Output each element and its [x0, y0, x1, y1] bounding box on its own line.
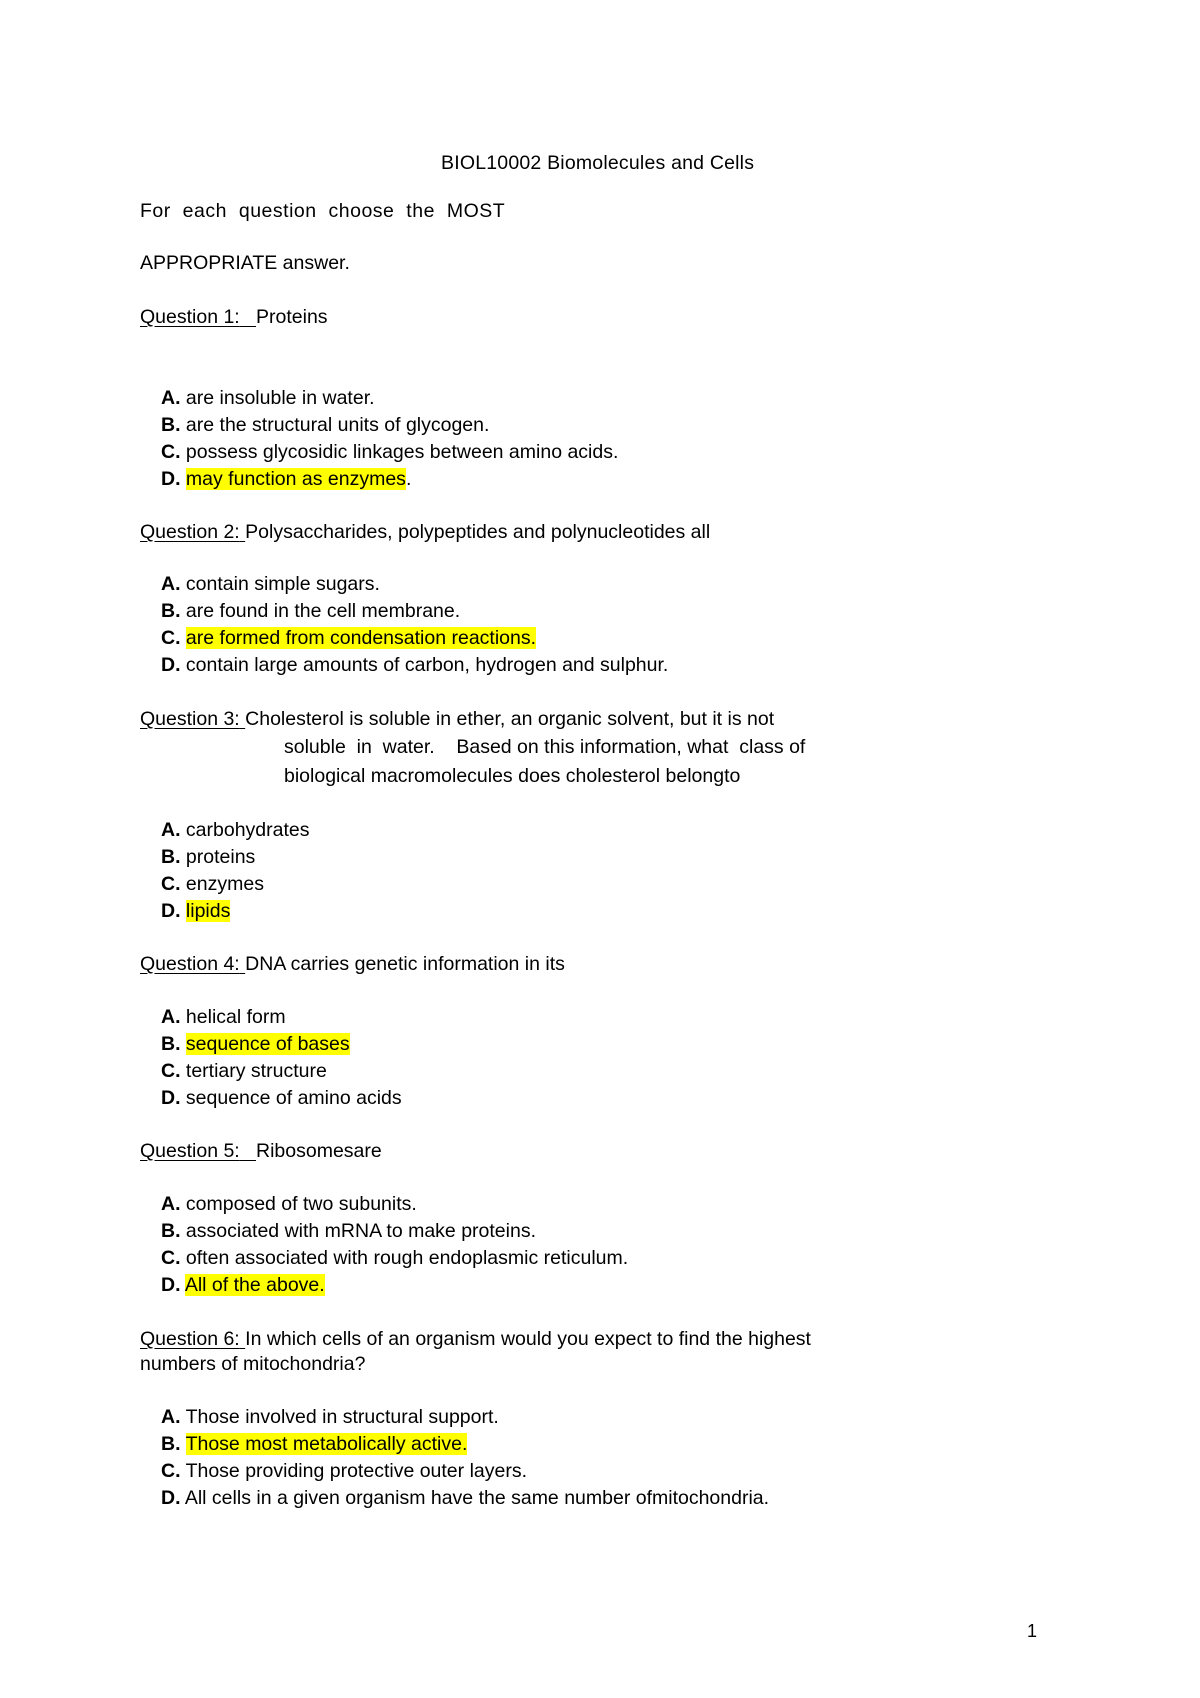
- instructions-line-2: APPROPRIATE answer.: [140, 252, 350, 274]
- question-6-option-d: D. All cells in a given organism have the same number ofmitochondria.: [161, 1487, 770, 1509]
- question-6-option-a: A. Those involved in structural support.: [161, 1406, 499, 1428]
- document-title: BIOL10002 Biomolecules and Cells: [441, 152, 755, 174]
- question-5-option-d: D. All of the above.: [161, 1274, 325, 1296]
- question-label: Question 2:: [140, 521, 240, 543]
- question-text: DNA carries genetic information in its: [245, 953, 565, 975]
- question-4-option-a: A. helical form: [161, 1006, 286, 1028]
- question-text: In which cells of an organism would you expect to find the highest: [245, 1328, 811, 1350]
- question-6-heading: [140, 1326, 811, 1352]
- question-4-option-d: D. sequence of amino acids: [161, 1087, 402, 1109]
- question-3-option-a: A. carbohydrates: [161, 819, 310, 841]
- question-label: Question 5:: [140, 1140, 240, 1162]
- question-5-option-b: B. associated with mRNA to make proteins.: [161, 1220, 536, 1242]
- question-6-option-b: B. Those most metabolically active.: [161, 1433, 468, 1455]
- question-3-option-d: D. lipids: [161, 900, 231, 922]
- question-1-option-d: D. may function as enzymes.: [161, 468, 412, 490]
- question-text: Cholesterol is soluble in ether, an organic solvent, but it is not: [245, 708, 775, 730]
- question-3-option-c: C. enzymes: [161, 873, 264, 895]
- question-3-option-b: B. proteins: [161, 846, 256, 868]
- highlighted-answer: are formed from condensation reactions.: [185, 627, 537, 649]
- question-2-option-a: A. contain simple sugars.: [161, 573, 380, 595]
- question-1-option-c: C. possess glycosidic linkages between amino acids.: [161, 441, 619, 463]
- question-6-option-c: C. Those providing protective outer layers.: [161, 1460, 527, 1482]
- question-label: Question 1:: [140, 306, 240, 328]
- question-2-heading: [140, 519, 710, 545]
- question-3-text-line-2: soluble in water. Based on this information, what class of: [284, 736, 806, 758]
- question-1-heading: [140, 304, 328, 330]
- highlighted-answer: lipids: [185, 900, 231, 922]
- question-3-text-line-3: biological macromolecules does cholesterol belongto: [284, 765, 741, 787]
- question-4-option-b: B. sequence of bases: [161, 1033, 350, 1055]
- question-text: Ribosomesare: [256, 1140, 382, 1162]
- question-2-option-c: C. are formed from condensation reactions.: [161, 627, 537, 649]
- question-2-option-d: D. contain large amounts of carbon, hydrogen and sulphur.: [161, 654, 669, 676]
- question-2-option-b: B. are found in the cell membrane.: [161, 600, 461, 622]
- question-label: Question 3:: [140, 708, 240, 730]
- question-1-option-a: A. are insoluble in water.: [161, 387, 375, 409]
- question-5-option-c: C. often associated with rough endoplasmic reticulum.: [161, 1247, 629, 1269]
- question-3-heading: [140, 706, 774, 732]
- question-1-option-b: B. are the structural units of glycogen.: [161, 414, 490, 436]
- question-text: Polysaccharides, polypeptides and polynucleotides all: [245, 521, 711, 543]
- highlighted-answer: Those most metabolically active.: [185, 1433, 468, 1455]
- question-label: Question 4:: [140, 953, 240, 975]
- highlighted-answer: sequence of bases: [185, 1033, 350, 1055]
- page-number: 1: [1027, 1621, 1038, 1641]
- question-6-text-line-2: numbers of mitochondria?: [140, 1353, 366, 1375]
- highlighted-answer: All of the above.: [184, 1274, 325, 1296]
- question-4-heading: [140, 951, 565, 977]
- question-5-heading: [140, 1138, 382, 1164]
- instructions-line-1: For each question choose the MOST: [140, 200, 506, 222]
- highlighted-answer: may function as enzymes: [185, 468, 406, 490]
- question-4-option-c: C. tertiary structure: [161, 1060, 327, 1082]
- question-text: Proteins: [256, 306, 328, 328]
- question-label: Question 6:: [140, 1328, 240, 1350]
- question-5-option-a: A. composed of two subunits.: [161, 1193, 417, 1215]
